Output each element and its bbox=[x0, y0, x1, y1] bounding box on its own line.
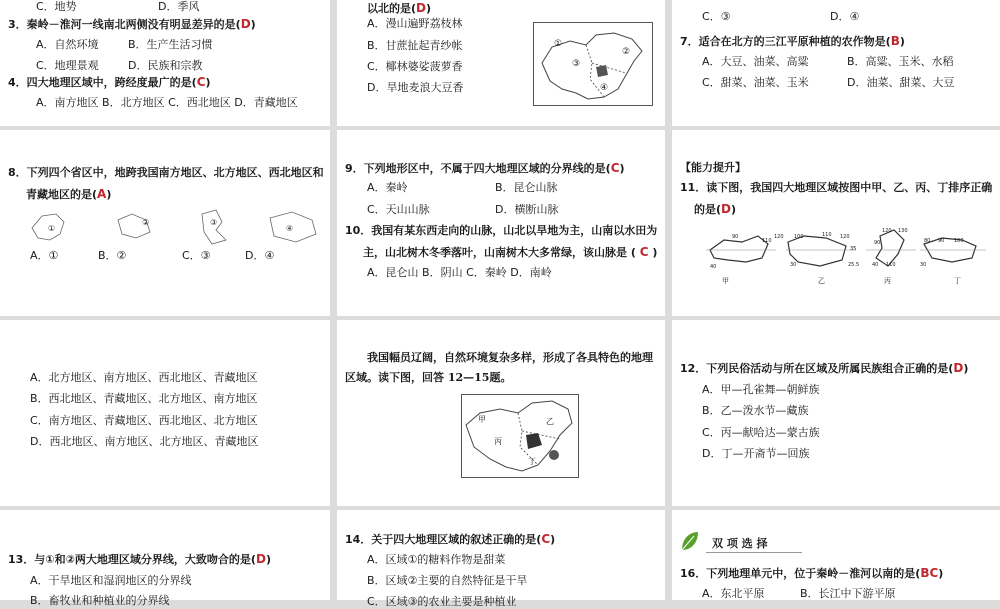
panel-q8 bbox=[0, 130, 330, 316]
option-a: A．① bbox=[30, 249, 59, 262]
panel-q7 bbox=[672, 0, 1000, 126]
tick-label: 35 bbox=[850, 246, 857, 252]
option-d: D．横断山脉 bbox=[495, 203, 559, 216]
option-b: B．乙—泼水节—藏族 bbox=[702, 404, 809, 417]
option-b: B．生产生活习惯 bbox=[128, 38, 213, 51]
region-label: 丙 bbox=[884, 277, 891, 285]
option-a: A．自然环境 bbox=[36, 38, 99, 51]
region-label: 丁 bbox=[954, 277, 961, 285]
option-d: D．民族和宗教 bbox=[128, 59, 203, 72]
option-c: C．区域③的农业主要是种植业 bbox=[367, 595, 517, 608]
header-divider bbox=[706, 552, 802, 553]
option-d: D．季风 bbox=[158, 0, 200, 13]
region-label: 甲 bbox=[722, 277, 729, 285]
answer-mark: D bbox=[240, 17, 251, 31]
option-b: B．昆仑山脉 bbox=[495, 181, 558, 194]
option-b: B．西北地区、青藏地区、北方地区、南方地区 bbox=[30, 392, 258, 405]
answer-mark: D bbox=[416, 1, 426, 15]
answer-mark: C bbox=[541, 532, 551, 546]
china-region-map bbox=[533, 22, 653, 106]
option-c: C．地理景观 bbox=[36, 59, 99, 72]
region-label: ④ bbox=[600, 83, 609, 93]
option-a: A．甲—孔雀舞—朝鲜族 bbox=[702, 383, 820, 396]
china-outline-image bbox=[534, 23, 652, 105]
option-d: D．丁—开斋节—回族 bbox=[702, 447, 810, 460]
panel-intro-map bbox=[337, 320, 665, 506]
option-c: C．椰林婆娑菠萝香 bbox=[367, 60, 463, 73]
tick-label: 120 bbox=[882, 228, 892, 234]
option-c: C．③ bbox=[182, 249, 211, 262]
tick-label: 90 bbox=[874, 240, 881, 246]
option-a: A．大豆、油菜、高粱 bbox=[702, 55, 809, 68]
panel-q12 bbox=[672, 320, 1000, 506]
panel-q3-q4 bbox=[0, 0, 330, 126]
question-8-line1: 8．下列四个省区中，地跨我国南方地区、北方地区、西北地区和 bbox=[8, 166, 324, 179]
tick-label: 120 bbox=[774, 234, 784, 240]
option-b: B．畜牧业和种植业的分界线 bbox=[30, 594, 170, 607]
answer-mark: D bbox=[721, 202, 731, 216]
option-a: A．北方地区、南方地区、西北地区、青藏地区 bbox=[30, 371, 258, 384]
tick-label: 110 bbox=[886, 262, 896, 268]
option-b: B．② bbox=[98, 249, 127, 262]
panel-q11 bbox=[672, 130, 1000, 316]
tick-label: 110 bbox=[762, 238, 772, 244]
answer-mark: C bbox=[196, 75, 206, 89]
question-11-line1: 11．读下图，我国四大地理区域按图中甲、乙、丙、丁排序正确 bbox=[680, 181, 993, 194]
region-label: ② bbox=[622, 47, 631, 57]
tick-label: 100 bbox=[954, 238, 964, 244]
tick-label: 30 bbox=[920, 262, 927, 268]
option-d: D．④ bbox=[830, 10, 860, 23]
option-d: D．旱地麦浪大豆香 bbox=[367, 81, 464, 94]
panel-q16 bbox=[672, 510, 1000, 600]
region-label: ③ bbox=[572, 59, 581, 69]
china-outline-image bbox=[462, 395, 578, 477]
answer-mark: C bbox=[639, 245, 649, 259]
answer-mark: BC bbox=[920, 566, 939, 580]
panel-q11-options bbox=[0, 320, 330, 506]
question-12: 12．下列民俗活动与所在区域及所属民族组合正确的是(D) bbox=[680, 361, 969, 375]
leaf-icon bbox=[680, 530, 700, 552]
question-4: 4．四大地理区域中，跨经度最广的是(C) bbox=[8, 75, 211, 89]
region-label: ① bbox=[554, 39, 563, 49]
option-a: A．区域①的糖料作物是甜菜 bbox=[367, 553, 506, 566]
question-10-line1: 10．我国有某东西走向的山脉，山北以旱地为主，山南以水田为 bbox=[345, 224, 658, 237]
question-3: 3．秦岭－淮河一线南北两侧没有明显差异的是(D) bbox=[8, 17, 256, 31]
panel-q9-q10 bbox=[337, 130, 665, 316]
tick-label: 90 bbox=[732, 234, 739, 240]
section-header: 双 项 选 择 bbox=[712, 537, 768, 550]
region-label: 乙 bbox=[546, 417, 554, 426]
region-label: 甲 bbox=[478, 415, 486, 424]
question-7: 7．适合在北方的三江平原种植的农作物是(B) bbox=[680, 34, 905, 48]
question-8-line2: 青藏地区的是(A) bbox=[26, 187, 112, 201]
question-5-tail: 以北的是(D) bbox=[367, 1, 432, 15]
option-c: C．③ bbox=[702, 10, 731, 23]
china-region-map bbox=[461, 394, 579, 478]
option-c: C．丙—献哈达—蒙古族 bbox=[702, 426, 820, 439]
option-d: D．西北地区、南方地区、北方地区、青藏地区 bbox=[30, 435, 259, 448]
option-b: B．甘蔗扯起青纱帐 bbox=[367, 39, 463, 52]
option-a: A．秦岭 bbox=[367, 181, 408, 194]
question-10-options: A．昆仑山 B．阴山 C．秦岭 D．南岭 bbox=[367, 266, 552, 279]
province-shapes-image bbox=[30, 206, 320, 248]
tick-label: 30 bbox=[790, 262, 797, 268]
option-c: C．天山山脉 bbox=[367, 203, 430, 216]
question-11-line2: 的是(D) bbox=[694, 202, 737, 216]
option-b: B．高粱、玉米、水稻 bbox=[847, 55, 954, 68]
tick-label: 40 bbox=[872, 262, 879, 268]
option-d: D．油菜、甜菜、大豆 bbox=[847, 76, 955, 89]
region-label: 乙 bbox=[818, 277, 825, 285]
option-a: A．东北平原 bbox=[702, 587, 765, 600]
tick-label: 100 bbox=[794, 234, 804, 240]
question-13: 13．与①和②两大地理区域分界线，大致吻合的是(D) bbox=[8, 552, 271, 566]
option-c: C．甜菜、油菜、玉米 bbox=[702, 76, 809, 89]
answer-mark: C bbox=[610, 161, 620, 175]
shape-label: ① bbox=[48, 224, 56, 233]
question-14: 14．关于四大地理区域的叙述正确的是(C) bbox=[345, 532, 556, 546]
option-a: A．干旱地区和湿润地区的分界线 bbox=[30, 574, 192, 587]
shape-label: ② bbox=[142, 218, 150, 227]
option-c: C．地势 bbox=[36, 0, 77, 13]
shape-label: ③ bbox=[210, 218, 218, 227]
answer-mark: A bbox=[97, 187, 107, 201]
tick-label: 80 bbox=[924, 238, 931, 244]
tick-label: 130 bbox=[898, 228, 908, 234]
shape-label: ④ bbox=[286, 224, 294, 233]
tick-label: 90 bbox=[938, 238, 945, 244]
option-a: A．漫山遍野荔枝林 bbox=[367, 17, 463, 30]
intro-line2: 区域。读下图，回答 12—15题。 bbox=[345, 371, 512, 384]
tick-label: 25.5 bbox=[848, 262, 860, 268]
panel-q5-map bbox=[337, 0, 665, 126]
region-label: 丁 bbox=[528, 457, 536, 466]
intro-line1: 我国幅员辽阔，自然环境复杂多样，形成了各具特色的地理 bbox=[367, 351, 653, 364]
tick-label: 120 bbox=[840, 234, 850, 240]
option-b: B．长江中下游平原 bbox=[800, 587, 896, 600]
answer-mark: D bbox=[953, 361, 964, 375]
panel-q14 bbox=[337, 510, 665, 608]
question-4-options: A．南方地区 B．北方地区 C．西北地区 D．青藏地区 bbox=[36, 96, 298, 109]
answer-mark: B bbox=[890, 34, 900, 48]
tick-label: 110 bbox=[822, 232, 832, 238]
region-label: 丙 bbox=[494, 437, 502, 446]
answer-mark: D bbox=[255, 552, 266, 566]
tick-label: 40 bbox=[710, 264, 717, 270]
question-16: 16．下列地理单元中，位于秦岭－淮河以南的是(BC) bbox=[680, 566, 944, 580]
section-title: 【能力提升】 bbox=[680, 161, 746, 174]
option-b: B．区域②主要的自然特征是干旱 bbox=[367, 574, 528, 587]
question-10-line2: 主，山北树木冬季落叶，山南树木大多常绿，该山脉是 ( C ) bbox=[363, 245, 658, 259]
question-9: 9．下列地形区中，不属于四大地理区域的分界线的是(C) bbox=[345, 161, 625, 175]
option-d: D．④ bbox=[245, 249, 275, 262]
option-c: C．南方地区、青藏地区、西北地区、北方地区 bbox=[30, 414, 258, 427]
panel-q13 bbox=[0, 510, 330, 607]
